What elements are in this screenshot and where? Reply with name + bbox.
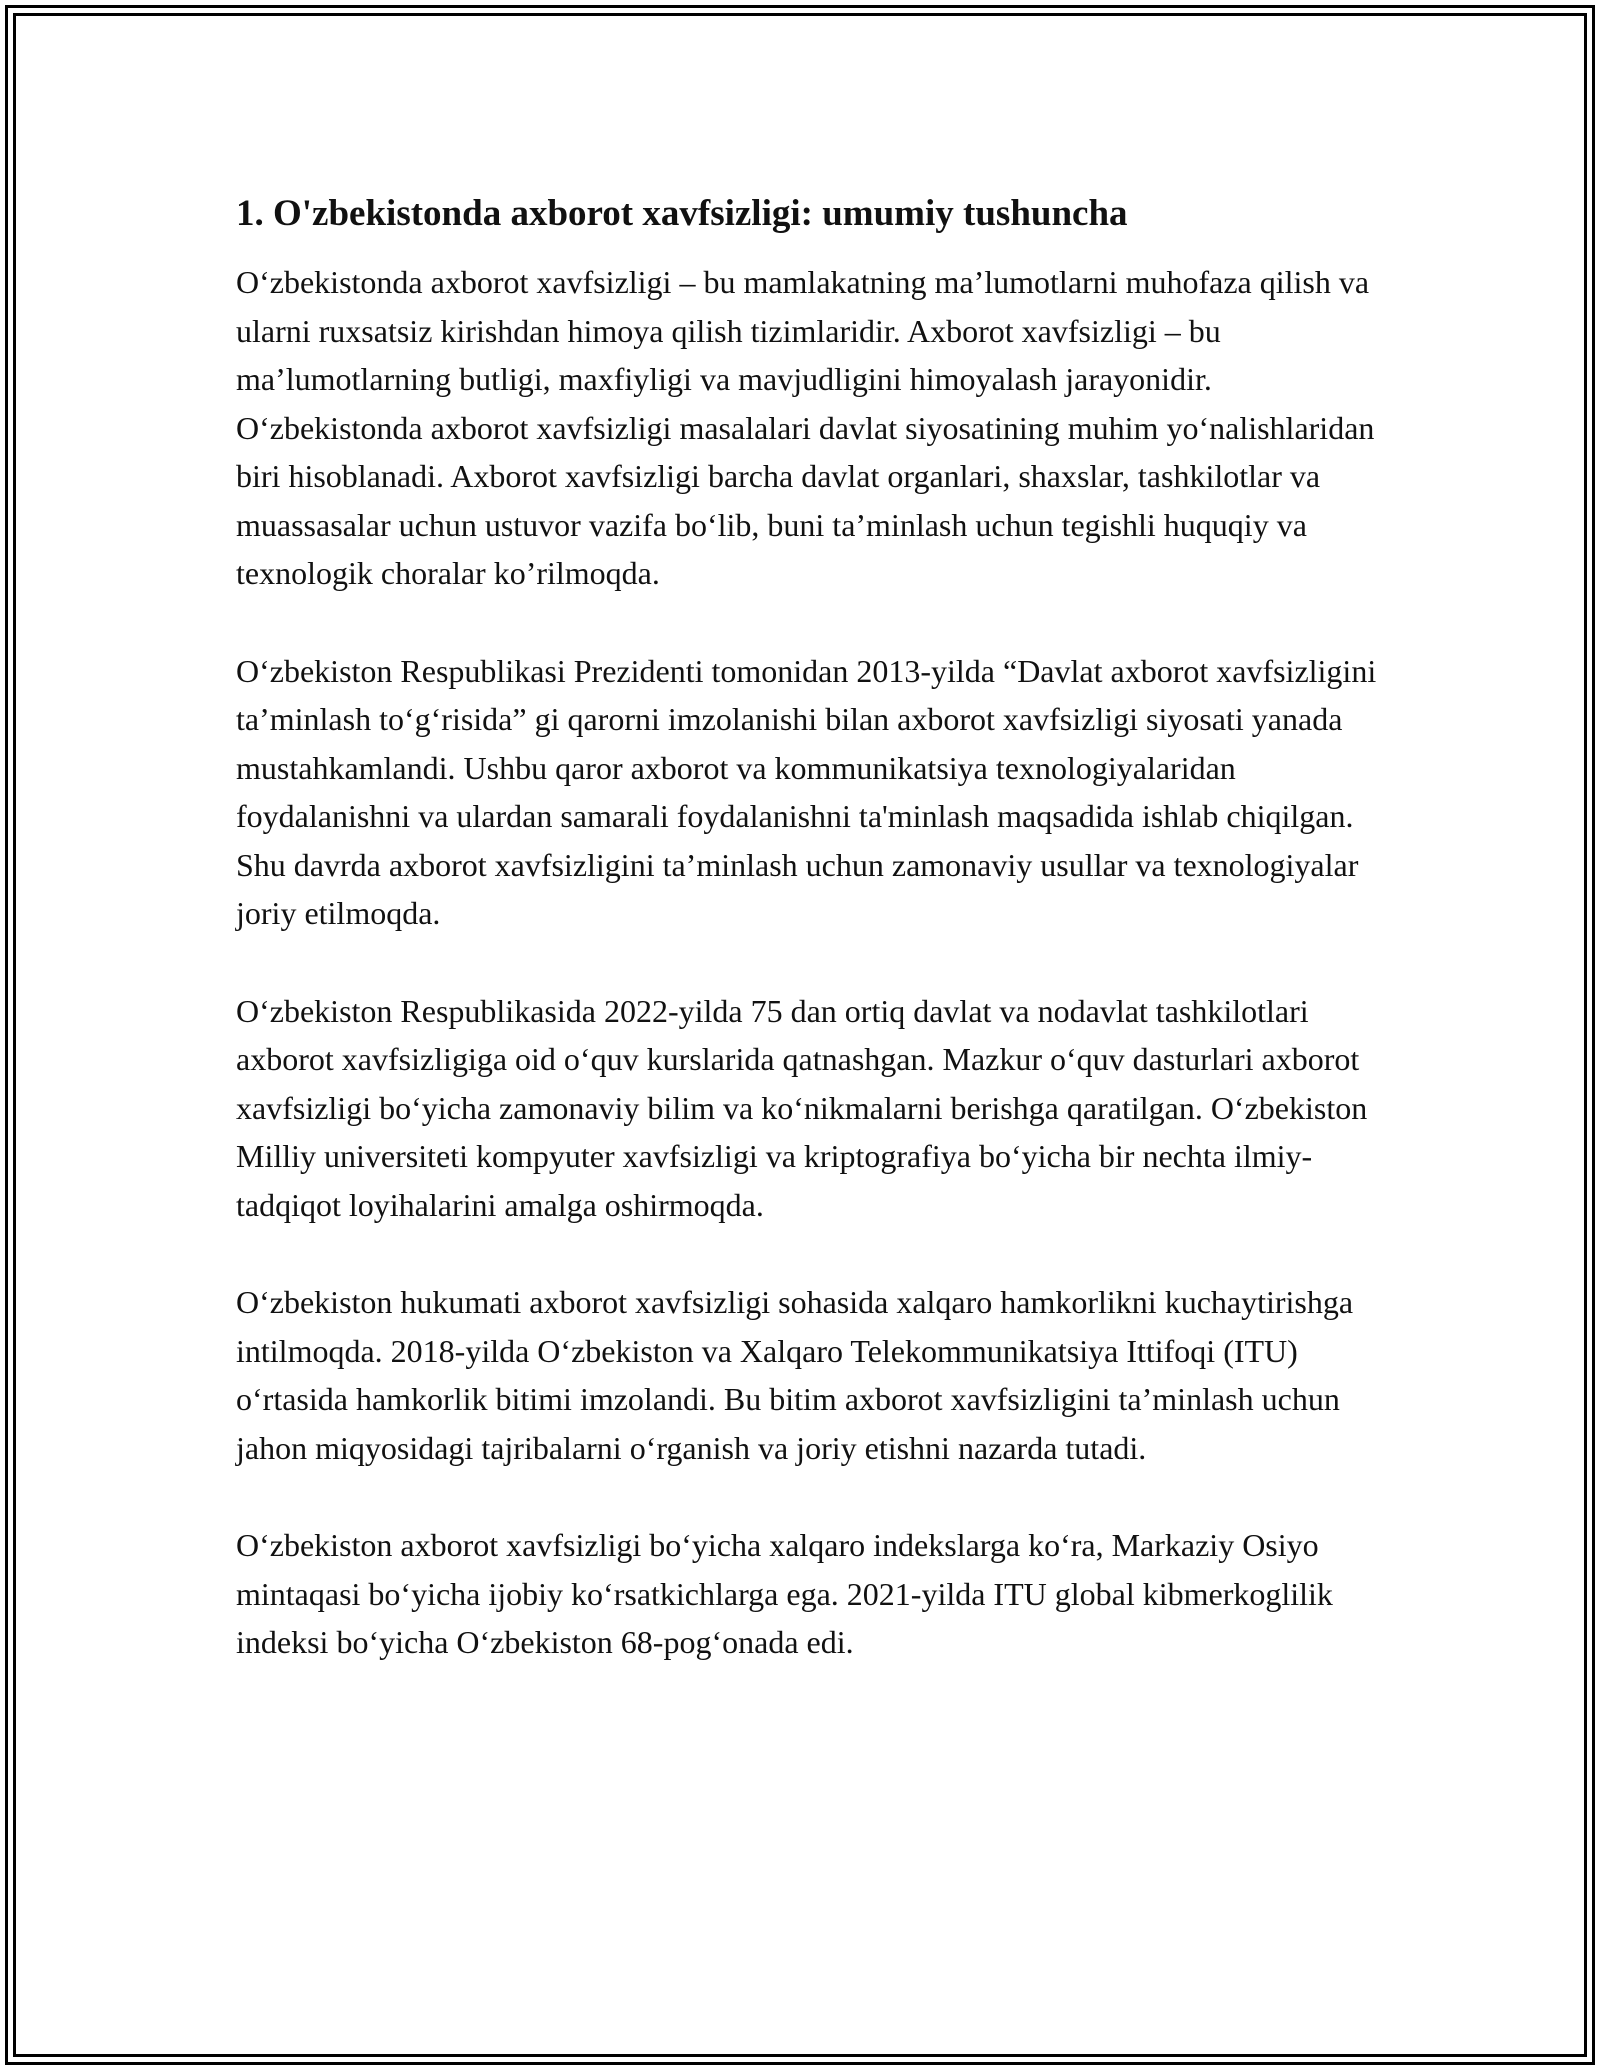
paragraph-decree-2013: O‘zbekiston Respublikasi Prezidenti tomonidan 2013-yilda “Davlat axborot xavfsizligini ta’minlash to‘g‘risida” gi qarorni imzolanishi bilan axborot xavfsizligi siyosati yanada mustahkamlandi. Ushbu qaror axborot va kommunikatsiya texnologiyalaridan foydalanishni va ulardan samarali foydalanishni ta'minlash maqsadida ishlab chiqilgan. Shu davrda axborot xavfsizligini ta’minlash uchun zamonaviy usullar va texnologiyalar joriy etilmoqda.: [236, 652, 1377, 931]
paragraph-definition: O‘zbekistonda axborot xavfsizligi – bu mamlakatning ma’lumotlarni muhofaza qilish va ularni ruxsatsiz kirishdan himoya qilish tizimlaridir. Axborot xavfsizligi – bu ma’lumotlarning butligi, maxfiyligi va mavjudligini himoyalash jarayonidir. O‘zbekistonda axborot xavfsizligi masalalari davlat siyosatining muhim yo‘nalishlaridan biri hisoblanadi. Axborot xavfsizligi barcha davlat organlari, shaxslar, tashkilotlar va muassasalar uchun ustuvor vazifa bo‘lib, buni ta’minlash uchun tegishli huquqiy va texnologik choralar ko’rilmoqda.: [236, 264, 1375, 591]
paragraph-international-cooperation: O‘zbekiston hukumati axborot xavfsizligi sohasida xalqaro hamkorlikni kuchaytirishga intilmoqda. 2018-yilda O‘zbekiston va Xalqaro Telekommunikatsiya Ittifoqi (ITU) o‘rtasida hamkorlik bitimi imzolandi. Bu bitim axborot xavfsizligini ta’minlash uchun jahon miqyosidagi tajribalarni o‘rganish va joriy etishni nazarda tutadi.: [236, 1284, 1354, 1466]
document-body: [236, 186, 1396, 1716]
section-heading: 1. O'zbekistonda axborot xavfsizligi: umumiy tushuncha: [236, 193, 1128, 234]
paragraph-global-index: O‘zbekiston axborot xavfsizligi bo‘yicha xalqaro indekslarga ko‘ra, Markaziy Osiyo mintaqasi bo‘yicha ijobiy ko‘rsatkichlarga ega. 2021-yilda ITU global kibmerkoglilik indeksi bo‘yicha O‘zbekiston 68-pog‘onada edi.: [236, 1527, 1333, 1660]
paragraph-training-2022: O‘zbekiston Respublikasida 2022-yilda 75 dan ortiq davlat va nodavlat tashkilotlari axborot xavfsizligiga oid o‘quv kurslarida qatnashgan. Mazkur o‘quv dasturlari axborot xavfsizligi bo‘yicha zamonaviy bilim va ko‘nikmalarni berishga qaratilgan. O‘zbekiston Milliy universiteti kompyuter xavfsizligi va kriptografiya bo‘yicha bir nechta ilmiy-tadqiqot loyihalarini amalga oshirmoqda.: [236, 992, 1368, 1223]
